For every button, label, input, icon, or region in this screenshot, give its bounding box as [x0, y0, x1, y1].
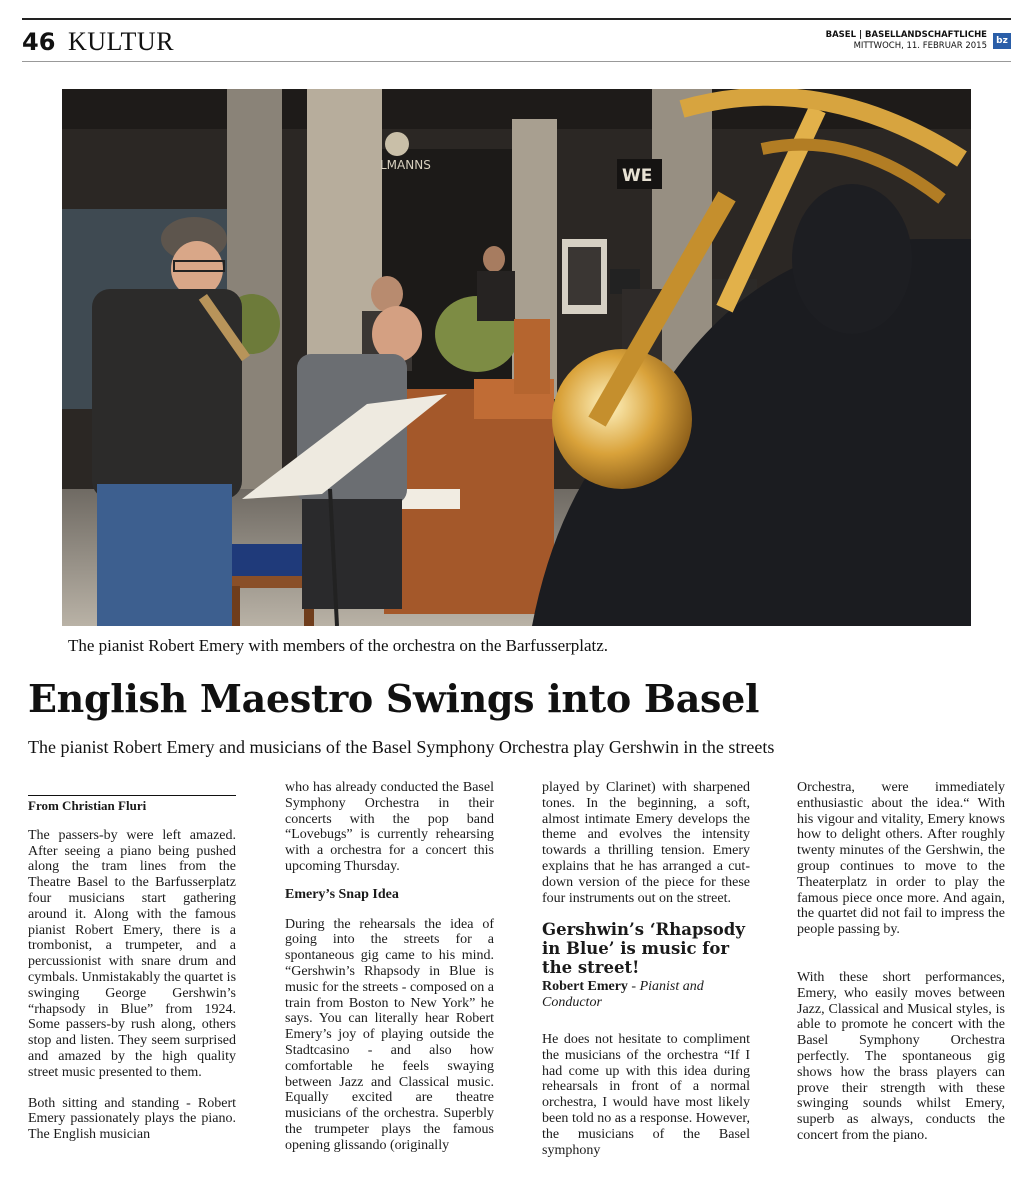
article-column-1 [28, 780, 236, 1158]
subheadline: The pianist Robert Emery and musicians of the Basel Symphony Orchestra play Gershwin in the streets [28, 737, 775, 757]
publication-name: BASEL | BASELLANDSCHAFTLICHE [825, 30, 987, 40]
paragraph: who has already conducted the Basel Symphony Orchestra in their concerts with the pop band “Lovebugs” is currently rehearsing with a orchestra for a concert this upcoming Thursday. [285, 780, 494, 874]
paragraph: During the rehearsals the idea of going into the streets for a spontaneous gig came to his mind. “Gershwin’s Rhapsody in Blue is music for the streets - composed on a train from Boston to New York” he says. You can literally hear Robert Emery’s joy of playing outside the Stadtcasino - and also how comfortable he feels swaying between Jazz and Classical music. Equally excited are theatre musicians of the orchestra. Superbly the trumpeter plays the famous opening glissando (originally [285, 916, 494, 1153]
page-number: 46 [22, 28, 56, 56]
pull-quote: Gershwin’s ‘Rhapsody in Blue’ is music for the street! [542, 920, 745, 978]
paragraph: With these short performances, Emery, who easily moves between Jazz, Classical and Musical styles, is able to promote he concert with the Basel Symphony Orchestra perfectly. The spontaneous gig shows how the brass players can prove their strength with these swinging sounds whilst Emery, superb as always, conducts the concert from the piano. [797, 969, 1005, 1143]
article-photo [62, 89, 971, 626]
publication-info [826, 30, 987, 52]
paragraph: Orchestra, were immediately enthusiastic about the idea.“ With his vigour and vitality, Emery knows how to delight others. After roughly twenty minutes of the Gershwin, the group continues to move to the Theaterplatz in order to play the famous piece once more. And again, the quartet did not fail to impress the people passing by. [797, 780, 1005, 938]
bz-logo: bz [993, 33, 1011, 49]
article-column-4 [797, 780, 1005, 1159]
paragraph: Both sitting and standing - Robert Emery passionately plays the piano. The English musician [28, 1095, 236, 1143]
section-title: KULTUR [68, 27, 175, 56]
crosshead: Emery’s Snap Idea [285, 886, 399, 902]
article-column-3 [542, 780, 750, 1173]
quote-separator: - [631, 979, 637, 995]
byline: From Christian Fluri [28, 795, 236, 814]
paragraph: The passers-by were left amazed. After seeing a piano being pushed along the tram lines from the Theatre Basel to the Barfusserplatz four musicians start gathering around it. Along with the famous pianist Robert Emery, there is a trombonist, a trumpeter, and a percussionist with snare drum and cymbals. Unmistakably the quartet is swinging George Gershwin’s “rhapsody in Blue” from 1924. Some passers-by rush along, others stop and listen. They seem surprised and amazed by the high quality street music presented to them. [28, 827, 237, 1080]
header-rule [22, 61, 1011, 62]
publication-date: MITTWOCH, 11. FEBRUAR 2015 [853, 41, 987, 51]
headline: English Maestro Swings into Basel [28, 676, 760, 721]
quote-name: Robert Emery [542, 979, 628, 995]
article-column-2 [285, 780, 494, 1169]
quote-role: Pianist and Conductor [542, 979, 704, 1011]
paragraph: He does not hesitate to compliment the musicians of the orchestra “If I had come up with this idea during rehearsals in front of a normal orchestra, I would have most likely been told no as a response. However, the musicians of the Basel symphony [542, 1031, 750, 1158]
photo-caption: The pianist Robert Emery with members of the orchestra on the Barfusserplatz. [68, 636, 609, 655]
pull-quote-attribution [542, 979, 750, 1011]
shop-sign: LMANNS [380, 158, 431, 172]
top-rule [22, 18, 1011, 20]
paragraph: played by Clarinet) with sharpened tones. In the beginning, a soft, almost intimate Emery develops the theme and evolves the intensity towards a thrilling tension. Emery explains that he has arranged a cut-down version of the piece for these four instruments out on the street. [542, 780, 750, 906]
store-sign: WE [622, 166, 653, 186]
